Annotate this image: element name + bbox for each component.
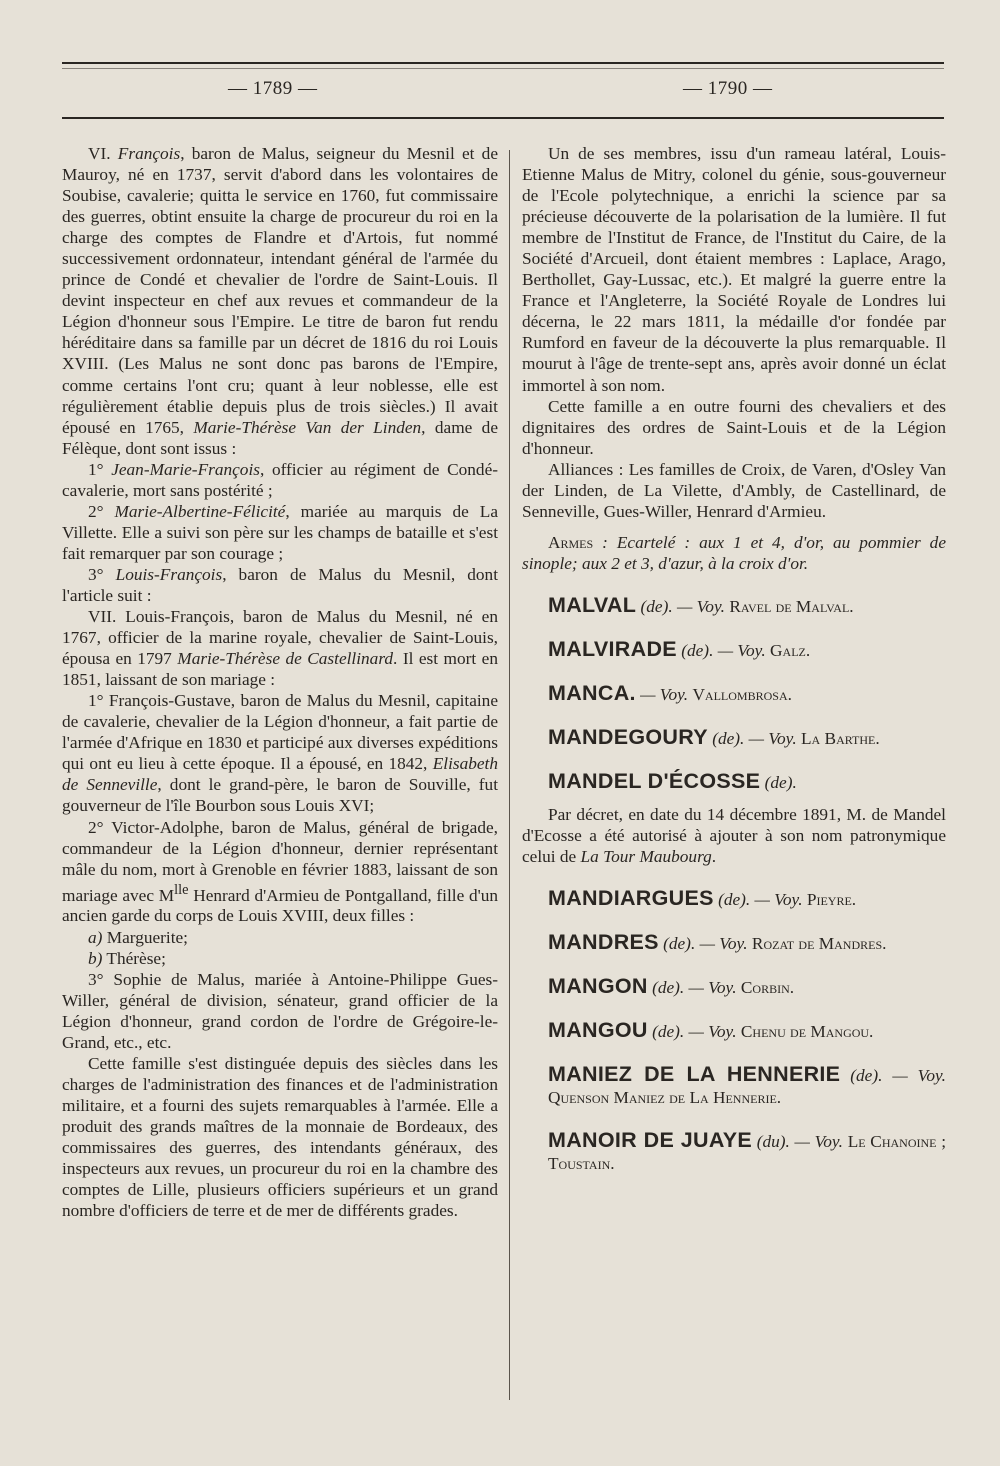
top-rule (62, 62, 944, 64)
entry-manoir-de-juaye: MANOIR DE JUAYE (du). — Voy. Le Chanoine ; Toustain. (548, 1128, 946, 1174)
entry-mangon: MANGON (de). — Voy. Corbin. (548, 974, 795, 999)
entry-malval: MALVAL (de). — Voy. Ravel de Malval. (548, 592, 854, 617)
entry-mandiargues: MANDIARGUES (de). — Voy. Pieyre. (548, 886, 857, 911)
entry-manca: MANCA. — Voy. Vallombrosa. (548, 680, 792, 705)
entry-mandres: MANDRES (de). — Voy. Rozat de Mandres. (548, 930, 887, 955)
armes-paragraph: Armes : Ecartelé : aux 1 et 4, d'or, au pommier de sinople; aux 2 et 3, d'azur, à la croix d'or. (522, 532, 946, 573)
descendant-2: 2° Victor-Adolphe, baron de Malus, général de brigade, commandeur de la Légion d'honneur, dernier représentant mâle du nom, mort à Grenoble en février 1883, laissant de son mariage avec $M^{lle}$ Henrard d'Armieu de Pontgalland, fille d'un ancien garde du corps de Louis XVIII, deux filles : (62, 817, 498, 926)
paragraph-vi: VI. François, baron de Malus, seigneur du Mesnil et de Mauroy, né en 1737, servit d'abord dans les volontaires de Soubise, cavalerie; quitta le service en 1760, fut commissaire des guerres, obtint ensuite la charge de procureur du roi en la charge des comptes de Flandre et d'Artois, fut nommé successivement ordonnateur, intendant général de l'armée du prince de Condé et chevalier de l'ordre de Saint-Louis. Il devint inspecteur en chef aux revues et commandeur de la Légion d'honneur sous l'Empire. Le titre de baron fut rendu héréditaire dans sa famille par un décret de 1816 du roi Louis XVIII. (Les Malus ne sont donc pas barons de l'Empire, comme certains l'ont cru; quant à leur noblesse, elle est régulièrement établie depuis plus de trois siècles.) Il avait épousé en 1765, Marie-Thérèse Van der Linden, dame de Félèque, dont sont issus : (62, 144, 498, 458)
paragraph-vii: VII. Louis-François, baron de Malus du Mesnil, né en 1767, officier de la marine royale, chevalier de Saint-Louis, épousa en 1797 Marie-Thérèse de Castellinard. Il est mort en 1851, laissant de son mariage : (62, 607, 498, 690)
entries-group-2 (522, 887, 946, 1175)
descendant-3: 3° Sophie de Malus, mariée à Antoine-Philippe Gues-Willer, général de division, sénateur, grand officier de la Légion d'honneur, grand cordon de l'ordre de Grégoire-le-Grand, etc., etc. (62, 969, 498, 1052)
mandel-body: Par décret, en date du 14 décembre 1891, M. de Mandel d'Ecosse a été autorisé à ajouter à son nom patronymique celui de La Tour Maubourg. (522, 804, 946, 867)
alliances-paragraph: Alliances : Les familles de Croix, de Varen, d'Osley Van der Linden, de La Vilette, d'Ambly, de Castellinard, de Senneville, Gues-Willer, Henrard d'Armieu. (522, 459, 946, 521)
entry-mandegoury: MANDEGOURY (de). — Voy. La Barthe. (548, 724, 880, 749)
malus-mitry-paragraph: Un de ses membres, issu d'un rameau latéral, Louis-Etienne Malus de Mitry, colonel du génie, sous-gouverneur de l'Ecole polytechnique, a enrichi la science par sa précieuse découverte de la polarisation de la lumière. Il fut membre de l'Institut de France, de l'Institut du Caire, de la Société d'Arcueil, dont étaient membres : Laplace, Arago, Berthollet, Gay-Lussac, etc.). Et malgré la guerre entre la France et l'Angleterre, la Société Royale de Londres lui décerna, le 22 mars 1811, la médaille d'or fondée par Rumford en faveur de la découverte la plus remarquable. Il mourut à l'âge de trente-sept ans, après avoir donné un éclat immortel à son nom. (522, 144, 946, 395)
header-rule (62, 117, 944, 119)
entry-mangou: MANGOU (de). — Voy. Chenu de Mangou. (548, 1018, 874, 1043)
daughter-b: b) Thérèse; (88, 948, 166, 968)
left-column (62, 143, 498, 1221)
child-1: 1° Jean-Marie-François, officier au régiment de Condé-cavalerie, mort sans postérité ; (62, 459, 498, 500)
top-thin-rule (62, 68, 944, 69)
descendant-1: 1° François-Gustave, baron de Malus du Mesnil, capitaine de cavalerie, chevalier de la Légion d'honneur, a fait partie de l'armée d'Afrique en 1830 et participé aux diverses expéditions qui ont eu lieu à cette époque. Il a épousé, en 1842, Elisabeth de Senneville, dont le grand-père, le baron de Souville, fut gouverneur de l'île Bourbon sous Louis XVI; (62, 691, 498, 816)
entry-maniez-de-la-hennerie: MANIEZ DE LA HENNERIE (de). — Voy. Quenson Maniez de La Hennerie. (548, 1062, 946, 1108)
right-column (522, 143, 946, 1175)
orders-paragraph: Cette famille a en outre fourni des chevaliers et des dignitaires des ordres de Saint-Louis et de la Légion d'honneur. (522, 396, 946, 458)
child-2: 2° Marie-Albertine-Félicité, mariée au marquis de La Villette. Elle a suivi son père sur les champs de bataille et s'est fait remarquer par son courage ; (62, 501, 498, 563)
entry-malvirade: MALVIRADE (de). — Voy. Galz. (548, 636, 811, 661)
left-page-number: — 1789 — (228, 78, 318, 99)
entry-mandel-decosse: MANDEL D'ÉCOSSE (de). (548, 768, 797, 793)
child-3: 3° Louis-François, baron de Malus du Mesnil, dont l'article suit : (62, 564, 498, 605)
entries-group-1 (522, 594, 946, 867)
column-divider (509, 150, 510, 1400)
family-paragraph: Cette famille s'est distinguée depuis des siècles dans les charges de l'administration des finances et de l'administration militaire, et a fourni des sujets remarquables à l'armée. Elle a produit des grands maîtres de la monnaie de Bordeaux, des commissaires des guerres, des intendants généraux, des inspecteurs aux revues, un procureur du roi en la chambre des comptes de Lille, plusieurs officiers supérieurs et un grand nombre d'officiers de terre et de mer de différents grades. (62, 1053, 498, 1221)
daughter-a: a) Marguerite; (88, 927, 188, 947)
right-page-number: — 1790 — (683, 78, 773, 99)
